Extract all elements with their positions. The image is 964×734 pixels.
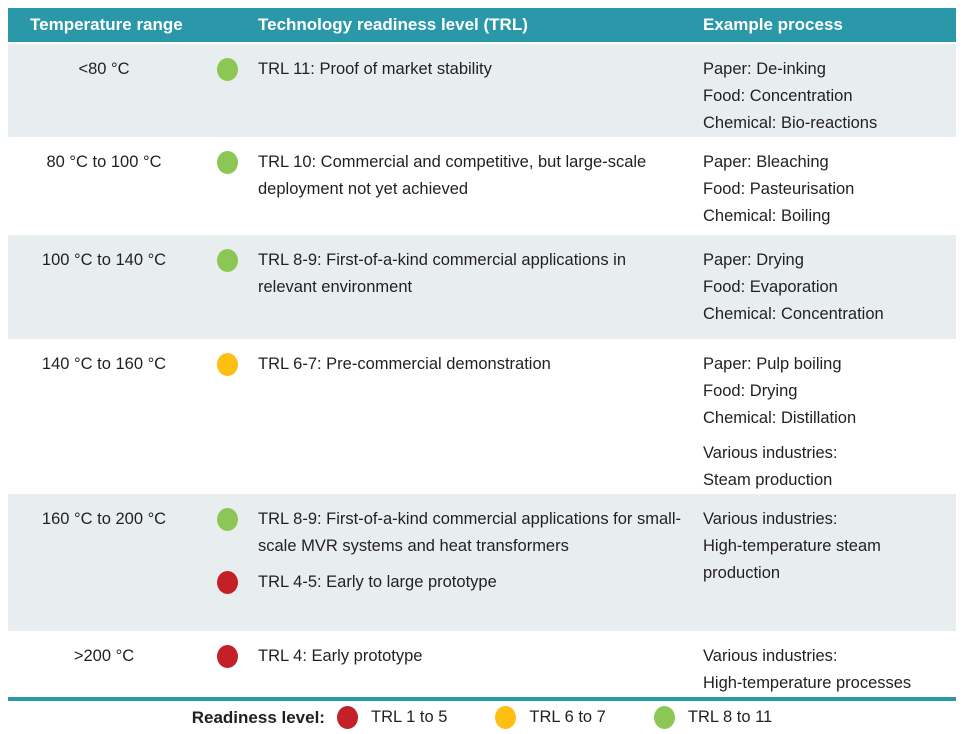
example-line: Chemical: Distillation <box>703 409 857 427</box>
table-row <box>8 494 956 631</box>
green-readiness-dot-icon <box>217 249 238 272</box>
trl-dot-box <box>200 506 258 531</box>
trl-description: TRL 4-5: Early to large prototype <box>258 573 497 591</box>
example-line: Food: Drying <box>703 382 798 400</box>
example-line: Chemical: Boiling <box>703 207 831 225</box>
example-group <box>703 506 952 587</box>
green-readiness-dot-icon <box>217 58 238 81</box>
readiness-level-legend <box>8 701 956 734</box>
temperature-range-cell: 80 °C to 100 °C <box>46 153 162 171</box>
temperature-range-cell: 140 °C to 160 °C <box>41 355 167 373</box>
trl-item <box>200 506 703 560</box>
column-header-temperature-range: Temperature range <box>30 15 183 34</box>
table-row <box>8 235 956 339</box>
red-readiness-dot-icon <box>217 645 238 668</box>
legend-item <box>654 706 772 729</box>
red-legend-dot-icon <box>337 706 358 729</box>
trl-cell <box>200 149 703 235</box>
example-line: Paper: Bleaching <box>703 153 829 171</box>
green-legend-dot-icon <box>654 706 675 729</box>
legend-item-label: TRL 1 to 5 <box>370 708 448 726</box>
green-readiness-dot-icon <box>217 508 238 531</box>
red-readiness-dot-icon <box>217 571 238 594</box>
table-row <box>8 631 956 697</box>
example-line: Steam production <box>703 471 833 489</box>
example-line: Chemical: Concentration <box>703 305 884 323</box>
trl-dot-box <box>200 149 258 174</box>
trl-item <box>200 247 703 301</box>
example-process-cell <box>703 643 956 697</box>
example-line: Chemical: Bio-reactions <box>703 114 878 132</box>
trl-dot-box <box>200 643 258 668</box>
example-line: Various industries: <box>703 510 838 528</box>
legend-item <box>495 706 605 729</box>
example-group <box>703 351 952 432</box>
trl-description: TRL 10: Commercial and competitive, but large-scale deployment not yet achieved <box>258 153 647 198</box>
table-row <box>8 339 956 494</box>
trl-cell <box>200 643 703 697</box>
legend-item-label: TRL 6 to 7 <box>529 708 606 726</box>
yellow-readiness-dot-icon <box>217 353 238 376</box>
trl-dot-box <box>200 351 258 376</box>
trl-item <box>200 569 703 596</box>
example-line: High-temperature processes <box>703 674 912 692</box>
example-group <box>703 643 952 697</box>
column-header-example-process: Example process <box>703 15 843 34</box>
table-header-row <box>8 8 956 42</box>
trl-temperature-table <box>8 8 956 734</box>
temperature-range-cell: <80 °C <box>78 60 130 78</box>
legend-item <box>337 706 447 729</box>
example-group <box>703 149 952 230</box>
table-row <box>8 137 956 235</box>
trl-item <box>200 56 703 83</box>
example-process-cell <box>703 149 956 235</box>
legend-items <box>337 706 772 729</box>
trl-cell <box>200 506 703 631</box>
trl-dot-box <box>200 569 258 594</box>
legend-label: Readiness level: <box>191 707 325 727</box>
trl-item <box>200 351 703 378</box>
trl-cell <box>200 56 703 137</box>
example-line: Paper: Drying <box>703 251 804 269</box>
temperature-range-cell: 100 °C to 140 °C <box>41 251 167 269</box>
example-group <box>703 56 952 137</box>
example-line: Paper: De-inking <box>703 60 826 78</box>
yellow-legend-dot-icon <box>495 706 516 729</box>
trl-cell <box>200 247 703 339</box>
legend-item-label: TRL 8 to 11 <box>687 708 773 726</box>
example-line: Food: Evaporation <box>703 278 838 296</box>
example-line: Various industries: <box>703 647 838 665</box>
example-group <box>703 247 952 328</box>
example-line: High-temperature steam production <box>703 537 881 582</box>
trl-item <box>200 643 703 670</box>
table-body <box>8 44 956 697</box>
trl-cell <box>200 351 703 494</box>
example-line: Paper: Pulp boiling <box>703 355 842 373</box>
column-header-trl: Technology readiness level (TRL) <box>258 15 528 34</box>
example-line: Various industries: <box>703 444 838 462</box>
temperature-range-cell: >200 °C <box>73 647 135 665</box>
trl-description: TRL 11: Proof of market stability <box>258 60 492 78</box>
trl-description: TRL 8-9: First-of-a-kind commercial applications in relevant environment <box>258 251 627 296</box>
example-line: Food: Pasteurisation <box>703 180 855 198</box>
example-process-cell <box>703 247 956 339</box>
table-row <box>8 44 956 137</box>
trl-dot-box <box>200 56 258 81</box>
green-readiness-dot-icon <box>217 151 238 174</box>
trl-dot-box <box>200 247 258 272</box>
temperature-range-cell: 160 °C to 200 °C <box>41 510 167 528</box>
trl-description: TRL 8-9: First-of-a-kind commercial applications for small-scale MVR systems and heat transformers <box>258 510 681 555</box>
example-process-cell <box>703 506 956 631</box>
example-process-cell <box>703 56 956 137</box>
trl-description: TRL 6-7: Pre-commercial demonstration <box>258 355 551 373</box>
example-group <box>703 440 952 494</box>
trl-item <box>200 149 703 203</box>
example-line: Food: Concentration <box>703 87 853 105</box>
trl-description: TRL 4: Early prototype <box>258 647 423 665</box>
example-process-cell <box>703 351 956 494</box>
